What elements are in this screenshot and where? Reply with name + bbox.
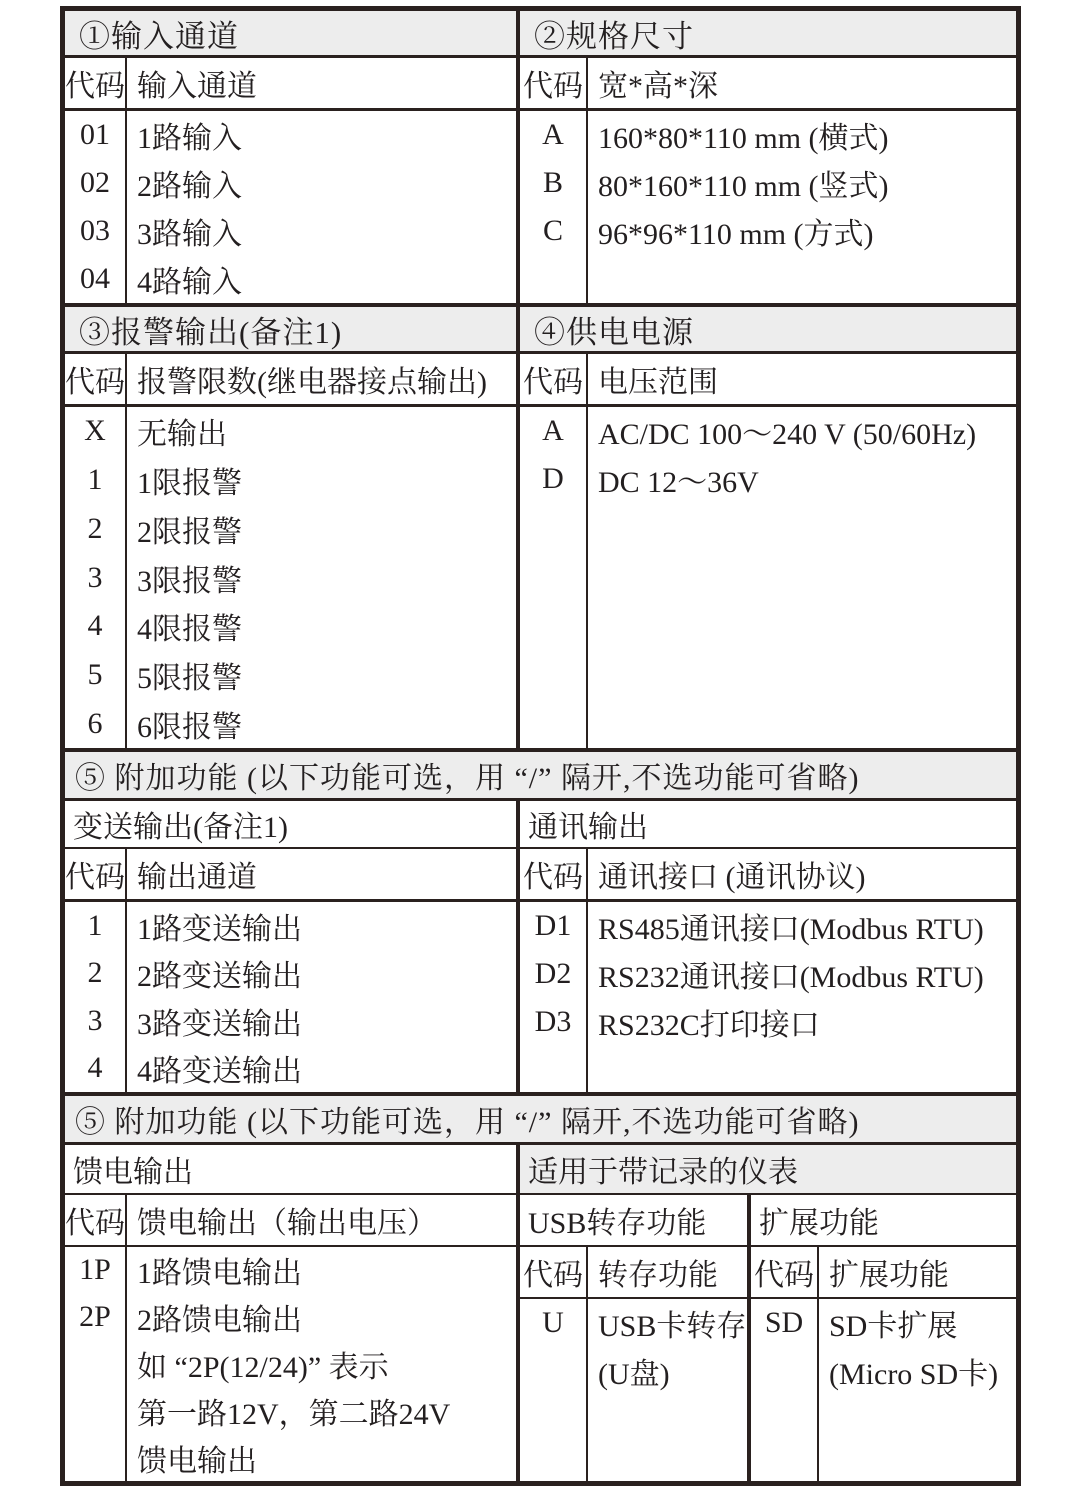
table-cell: 4限报警	[137, 613, 242, 647]
table-cell: D	[542, 462, 564, 495]
table-cell: 01	[80, 118, 110, 151]
s1-desc-column	[127, 111, 516, 303]
s5a-left-column-headers	[65, 849, 520, 899]
table-cell: U	[542, 1306, 564, 1339]
table-cell: B	[542, 166, 563, 199]
table-cell: 3路变送输出	[137, 1007, 302, 1041]
table-cell: A	[542, 414, 564, 447]
table-cell: 4路输入	[137, 266, 242, 299]
section2-dimensions-title: ②规格尺寸	[520, 11, 1016, 55]
s4-desc-column	[588, 407, 1016, 748]
expansion-group-header: 扩展功能	[759, 1207, 879, 1240]
table-cell: 如 “2P(12/24)” 表示	[137, 1350, 389, 1384]
table-cell: 3路输入	[137, 218, 242, 251]
table-cell: 2路馈电输出	[137, 1304, 302, 1338]
s4-code-header: 代码	[520, 354, 588, 404]
table-cell: 2P	[79, 1300, 111, 1334]
sd-desc-header: 扩展功能	[829, 1259, 949, 1292]
sd-desc-column	[819, 1299, 1016, 1481]
table-cell: 无输出	[137, 418, 227, 452]
table-cell: C	[542, 214, 563, 247]
table-cell: RS232C打印接口	[598, 1009, 820, 1042]
s4-column-headers	[520, 354, 1016, 404]
table-cell: 1路变送输出	[137, 912, 302, 946]
table-cell: 1路馈电输出	[137, 1257, 302, 1291]
table-cell: 4路变送输出	[137, 1055, 302, 1089]
order-code-table	[60, 6, 1021, 1486]
s2-desc-header: 宽*高*深	[598, 70, 718, 103]
usb-desc-column	[588, 1299, 747, 1481]
s5a-right-desc-header: 通讯接口 (通讯协议)	[598, 861, 866, 894]
table-cell: A	[542, 118, 564, 151]
table-cell: 96*96*110 mm (方式)	[598, 218, 874, 251]
s5a-right-desc-column	[588, 902, 1016, 1092]
table-cell: 1限报警	[137, 467, 242, 501]
table-cell: D3	[534, 1005, 572, 1038]
s5b-bottom-block	[65, 1247, 1016, 1481]
s5b-left-code-column	[65, 1247, 127, 1481]
table-cell: 4	[87, 609, 103, 643]
s3-desc-header: 报警限数(继电器接点输出)	[137, 366, 487, 399]
table-cell: 1路输入	[137, 122, 242, 155]
table-cell: 2	[87, 511, 103, 545]
s3-data	[65, 407, 520, 748]
table-cell: 04	[80, 262, 110, 295]
s5a-right-column-headers	[520, 849, 1016, 899]
table-cell: 1P	[79, 1253, 111, 1287]
s1-data	[65, 111, 520, 303]
section-title-row-2	[65, 307, 1016, 354]
section5a-additional-functions-title-row	[65, 752, 1016, 801]
section5b-additional-functions-title-row	[65, 1096, 1016, 1145]
table-cell: 6限报警	[137, 710, 242, 744]
section-title-row-1	[65, 11, 1016, 58]
table-cell: RS232通讯接口(Modbus RTU)	[598, 961, 984, 994]
table-cell: 3	[87, 560, 103, 594]
s4-desc-header: 电压范围	[598, 366, 718, 399]
s5b-column-header-row	[65, 1195, 1016, 1247]
s5b-subtitle-row	[65, 1145, 1016, 1195]
table-cell: 第一路12V，第二路24V	[137, 1397, 451, 1431]
table-cell: USB卡转存	[598, 1310, 747, 1343]
communication-output-subtitle: 通讯输出	[528, 811, 648, 844]
usb-data-area	[520, 1299, 747, 1481]
s5a-subtitle-row	[65, 801, 1016, 849]
recording-instrument-subtitle: 适用于带记录的仪表	[520, 1145, 1016, 1193]
transmit-output-subtitle: 变送输出(备注1)	[65, 801, 520, 847]
table-cell: 4	[87, 1051, 103, 1085]
table-cell: 02	[80, 166, 110, 199]
table-cell: 3限报警	[137, 564, 242, 598]
table-cell: 5限报警	[137, 661, 242, 695]
table-cell: AC/DC 100～240 V (50/60Hz)	[598, 418, 977, 451]
s5b-left-desc-header: 馈电输出（输出电压）	[137, 1207, 437, 1240]
s1-s2-column-header-row	[65, 58, 1016, 111]
s2-code-column	[520, 111, 588, 303]
table-cell: D2	[534, 957, 572, 990]
table-cell: D1	[534, 909, 572, 942]
s4-data	[520, 407, 1016, 748]
table-cell: (Micro SD卡)	[829, 1358, 999, 1391]
s1-code-header: 代码	[65, 58, 127, 108]
s5b-left-code-header: 代码	[65, 1195, 127, 1245]
s3-s4-column-header-row	[65, 354, 1016, 407]
table-cell: X	[84, 414, 106, 448]
usb-column-header-row	[520, 1247, 747, 1299]
s2-data	[520, 111, 1016, 303]
s5a-left-desc-header: 输出通道	[137, 861, 257, 894]
table-cell: 馈电输出	[137, 1444, 257, 1478]
s3-s4-data-row	[65, 407, 1016, 752]
section5b-title: ⑤ 附加功能 (以下功能可选，用 “/” 隔开,不选功能可省略)	[75, 1106, 860, 1139]
s5a-left-data	[65, 902, 520, 1092]
s3-column-headers	[65, 354, 520, 404]
s1-desc-header: 输入通道	[137, 70, 257, 103]
table-cell	[65, 1341, 125, 1388]
sd-column-header-row	[751, 1247, 1016, 1299]
table-cell: 5	[87, 657, 103, 691]
usb-transfer-table	[520, 1247, 751, 1481]
table-cell: 2路输入	[137, 170, 242, 203]
table-cell: 2限报警	[137, 515, 242, 549]
s5b-right-group-headers	[520, 1195, 1016, 1245]
s5a-right-data	[520, 902, 1016, 1092]
s5a-left-desc-column	[127, 902, 516, 1092]
section5a-title: ⑤ 附加功能 (以下功能可选，用 “/” 隔开,不选功能可省略)	[75, 762, 860, 795]
sd-code-header: 代码	[751, 1247, 819, 1297]
table-cell: 2路变送输出	[137, 960, 302, 994]
s3-code-column	[65, 407, 127, 748]
s5a-right-code-header: 代码	[520, 849, 588, 899]
table-cell: 160*80*110 mm (横式)	[598, 122, 889, 155]
s5a-data-row	[65, 902, 1016, 1096]
table-cell: 3	[87, 1003, 103, 1037]
s5a-column-header-row	[65, 849, 1016, 902]
table-cell: SD卡扩展	[829, 1310, 958, 1343]
s2-code-header: 代码	[520, 58, 588, 108]
table-cell	[65, 1434, 125, 1481]
feed-output-subtitle: 馈电输出	[65, 1145, 520, 1193]
sd-code-column	[751, 1299, 819, 1481]
s5a-right-code-column	[520, 902, 588, 1092]
table-cell: RS485通讯接口(Modbus RTU)	[598, 913, 984, 946]
usb-desc-header: 转存功能	[598, 1259, 718, 1292]
s2-desc-column	[588, 111, 1016, 303]
table-cell: 6	[87, 706, 103, 740]
s3-desc-column	[127, 407, 516, 748]
table-cell: (U盘)	[598, 1358, 670, 1391]
table-cell: SD	[764, 1306, 804, 1339]
s5b-right-data	[520, 1247, 1016, 1481]
s5b-left-data	[65, 1247, 520, 1481]
s4-code-column	[520, 407, 588, 748]
usb-code-column	[520, 1299, 588, 1481]
s5a-left-code-header: 代码	[65, 849, 127, 899]
table-cell	[65, 1387, 125, 1434]
table-cell: 03	[80, 214, 110, 247]
s5b-left-column-headers	[65, 1195, 520, 1245]
table-cell: DC 12～36V	[598, 466, 759, 499]
s1-column-headers	[65, 58, 520, 108]
table-cell: 80*160*110 mm (竖式)	[598, 170, 889, 203]
table-cell: 1	[87, 463, 103, 497]
s1-s2-data-row	[65, 111, 1016, 307]
sd-expansion-table	[751, 1247, 1016, 1481]
usb-transfer-group-header: USB转存功能	[520, 1195, 751, 1245]
s1-code-column	[65, 111, 127, 303]
sd-data-area	[751, 1299, 1016, 1481]
s3-code-header: 代码	[65, 354, 127, 404]
usb-code-header: 代码	[520, 1247, 588, 1297]
s2-column-headers	[520, 58, 1016, 108]
section4-power-supply-title: ④供电电源	[520, 307, 1016, 351]
s5b-left-desc-column	[127, 1247, 516, 1481]
section1-input-channel-title: ①输入通道	[65, 11, 520, 55]
section3-alarm-output-title: ③报警输出(备注1)	[65, 307, 520, 351]
s5a-left-code-column	[65, 902, 127, 1092]
table-cell: 2	[87, 956, 103, 990]
table-cell: 1	[87, 908, 103, 942]
